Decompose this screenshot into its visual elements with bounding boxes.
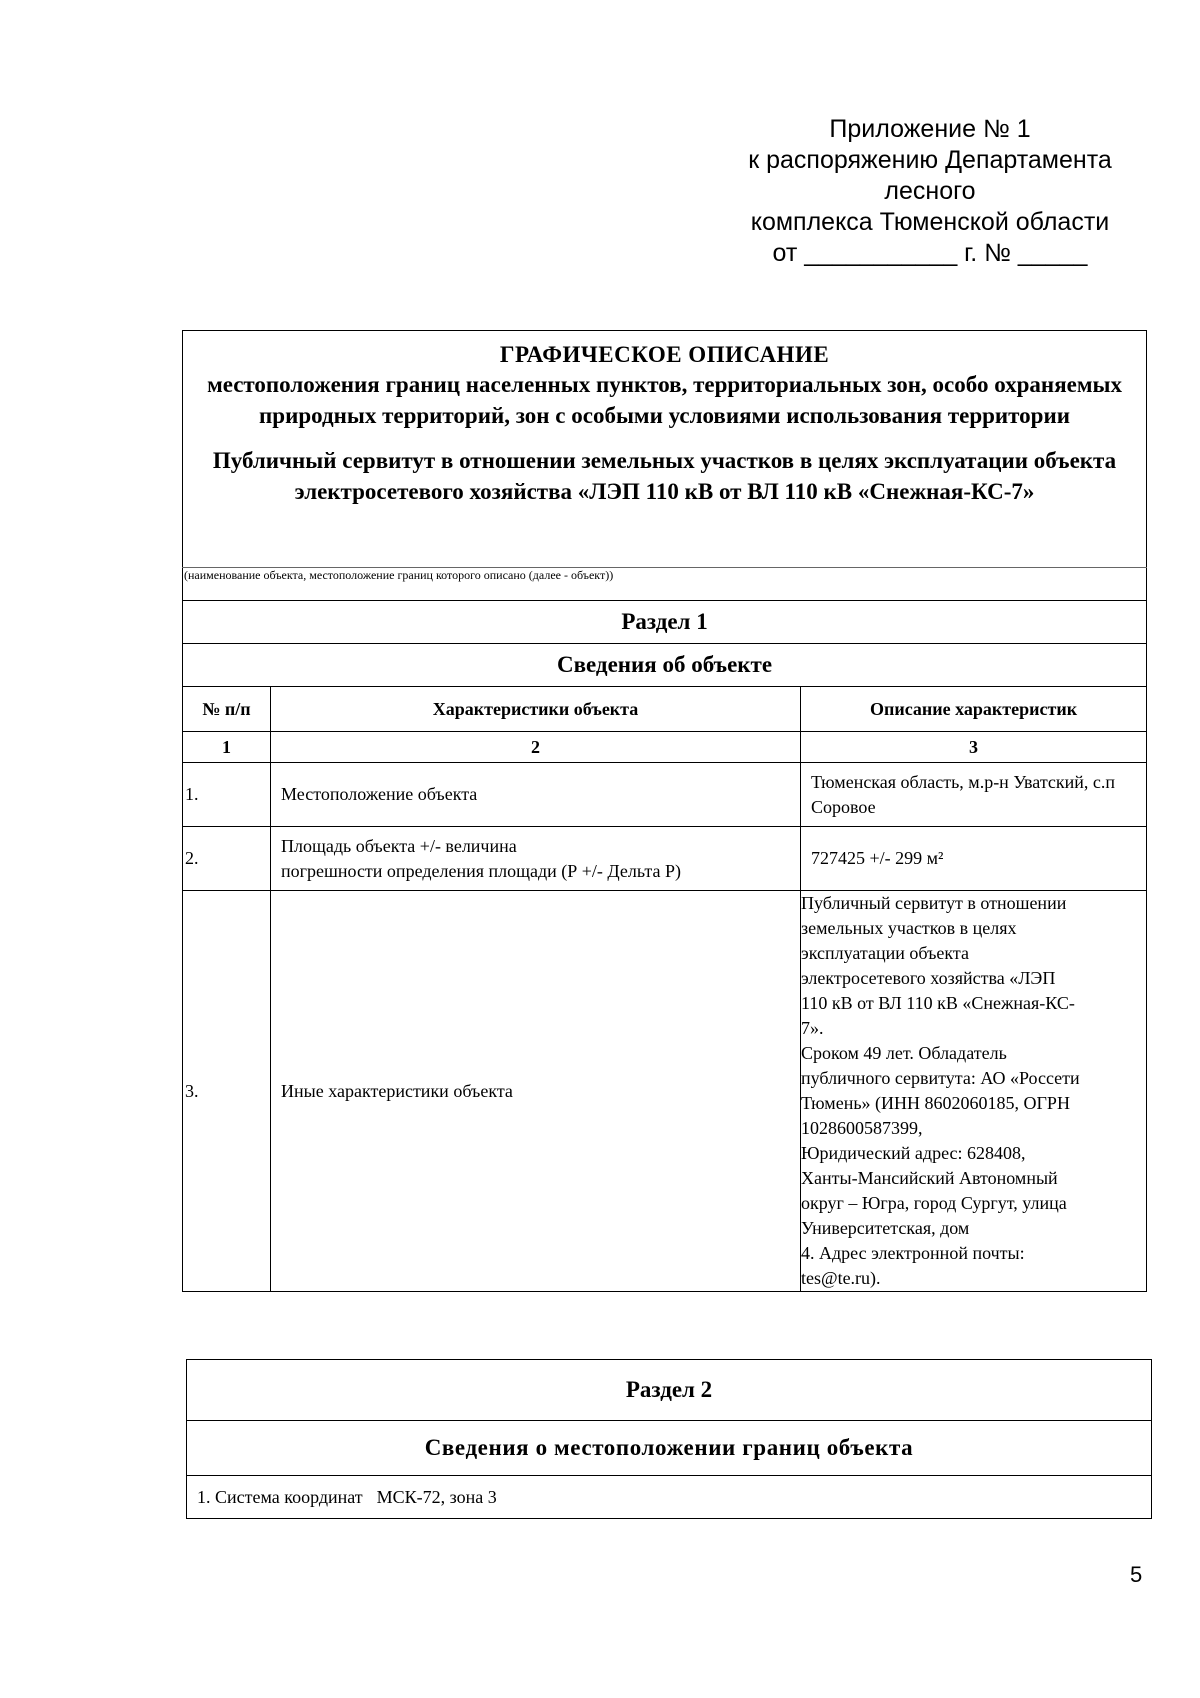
- object-name: Публичный сервитут в отношении земельных участков в целях эксплуатации объекта электросетевого хозяйства «ЛЭП 110 кВ от ВЛ 110 кВ «Снежная-КС-7»: [212, 448, 1117, 504]
- description-line: Тюмень» (ИНН 8602060185, ОГРН: [801, 1093, 1070, 1113]
- row-characteristic: Местоположение объекта: [271, 763, 801, 827]
- subtitle: местоположения границ населенных пунктов, территориальных зон, особо охраняемых природных территорий, зон с особыми условиями использования территории: [207, 372, 1122, 428]
- title-block: [183, 331, 1147, 568]
- row-description: [801, 891, 1147, 1292]
- description-line: Ханты-Мансийский Автономный: [801, 1168, 1058, 1188]
- row-characteristic: Иные характеристики объекта: [271, 891, 801, 1292]
- column-number: 3: [801, 732, 1147, 763]
- row-number: 3.: [183, 891, 271, 1292]
- appendix-line: лесного: [884, 177, 976, 205]
- description-line: 110 кВ от ВЛ 110 кВ «Снежная-КС-: [801, 993, 1075, 1013]
- main-title: ГРАФИЧЕСКОЕ ОПИСАНИЕ: [499, 342, 830, 367]
- appendix-header: [700, 114, 1160, 269]
- section2-table: [186, 1359, 1152, 1519]
- appendix-line: комплекса Тюменской области: [750, 208, 1110, 236]
- characteristic-line: Площадь объекта +/- величина: [281, 835, 517, 856]
- characteristic-line: погрешности определения площади (Р +/- Дельта Р): [281, 860, 681, 881]
- description-line: округ – Югра, город Сургут, улица: [801, 1193, 1067, 1213]
- column-header-description: Описание характеристик: [801, 687, 1147, 732]
- section2-heading: Сведения о местоположении границ объекта: [187, 1421, 1152, 1476]
- column-number: 1: [183, 732, 271, 763]
- description-line: земельных участков в целях: [801, 918, 1017, 938]
- description-line: Сроком 49 лет. Обладатель: [801, 1043, 1007, 1063]
- page-number: 5: [1130, 1562, 1143, 1587]
- description-line: 1028600587399,: [801, 1118, 923, 1138]
- description-line: 4. Адрес электронной почты:: [801, 1243, 1025, 1263]
- graphic-description-table: [182, 330, 1147, 1292]
- section2-title: Раздел 2: [187, 1360, 1152, 1421]
- section1-title: Раздел 1: [183, 601, 1147, 644]
- description-line: Юридический адрес: 628408,: [801, 1143, 1026, 1163]
- description-line: tes@te.ru).: [801, 1268, 881, 1288]
- coordinate-system: [187, 1476, 1152, 1519]
- coordinate-system-label: 1. Система координат: [197, 1486, 363, 1507]
- section1-heading: Сведения об объекте: [183, 644, 1147, 687]
- description-line: электросетевого хозяйства «ЛЭП: [801, 968, 1056, 988]
- column-header-number: № п/п: [183, 687, 271, 732]
- appendix-line: от ___________ г. № _____: [772, 239, 1088, 267]
- column-header-characteristics: Характеристики объекта: [271, 687, 801, 732]
- table-row: [183, 763, 1147, 827]
- description-line: 7».: [801, 1018, 824, 1038]
- table-row: [183, 827, 1147, 891]
- description-line: публичного сервитута: АО «Россети: [801, 1068, 1080, 1088]
- column-number: 2: [271, 732, 801, 763]
- row-characteristic: [271, 827, 801, 891]
- object-name-note: (наименование объекта, местоположение границ которого описано (далее - объект)): [183, 568, 1147, 601]
- row-description: Тюменская область, м.р-н Уватский, с.п Соровое: [801, 763, 1147, 827]
- row-number: 2.: [183, 827, 271, 891]
- coordinate-system-value: МСК-72, зона 3: [376, 1486, 497, 1507]
- appendix-line: Приложение № 1: [829, 115, 1031, 143]
- table-row: [183, 891, 1147, 1292]
- description-line: Университетская, дом: [801, 1218, 970, 1238]
- row-number: 1.: [183, 763, 271, 827]
- appendix-line: к распоряжению Департамента: [748, 146, 1112, 174]
- row-description: 727425 +/- 299 м²: [801, 827, 1147, 891]
- description-line: Публичный сервитут в отношении: [801, 893, 1067, 913]
- description-line: эксплуатации объекта: [801, 943, 969, 963]
